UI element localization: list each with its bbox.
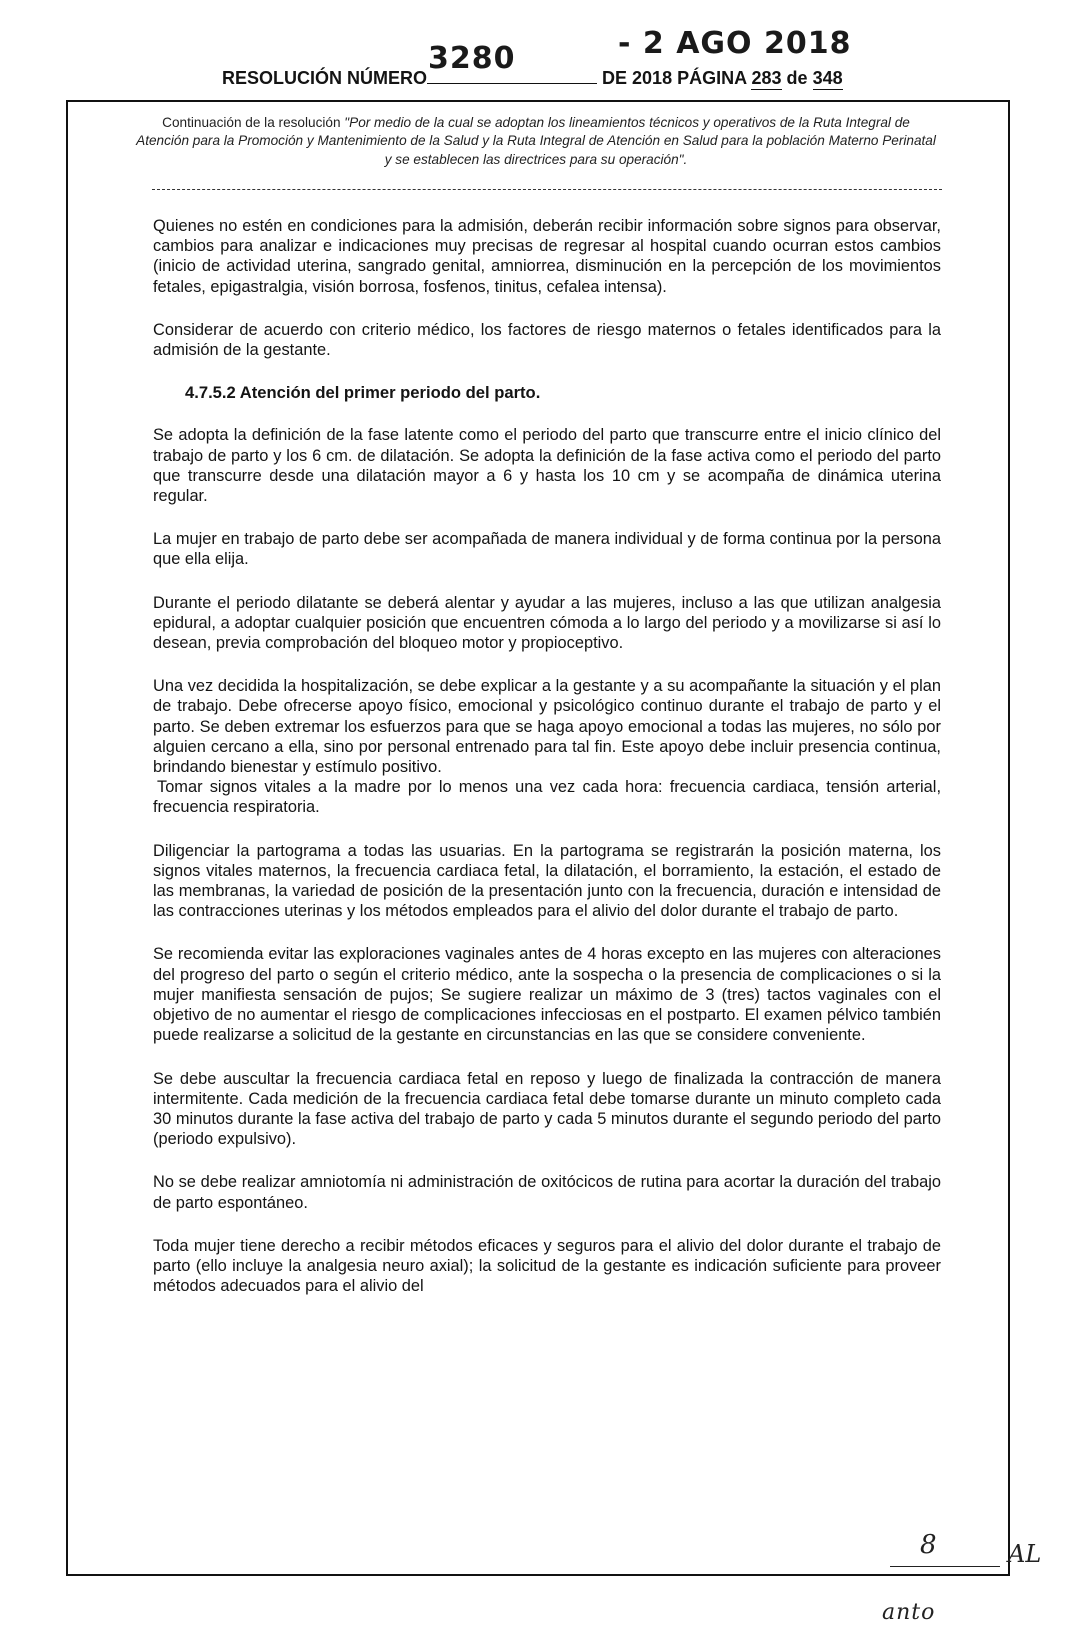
page-mark-underline — [890, 1566, 1000, 1567]
paragraph-vital-signs: Tomar signos vitales a la madre por lo menos una vez cada hora: frecuencia cardiaca, tensión arterial, frecuencia respiratoria. — [153, 778, 941, 817]
resolution-caption — [136, 114, 936, 169]
paragraph-hospitalization-support: Una vez decidida la hospitalización, se debe explicar a la gestante y a su acompañante la situación y el plan de trabajo. Debe ofrecerse apoyo físico, emocional y psicológico continuo durante el trabajo de parto y el parto. Se deben extremar los esfuerzos para que se haga apoyo emocional a todas las mujeres, no sólo por alguien cercano a ella, sino por personal entrenado para tal fin. Este apoyo debe incluir presencia continua, brindando bienestar y estímulo positivo. — [153, 677, 941, 777]
resolution-number-blank — [427, 69, 597, 84]
paragraph-partograma: Diligenciar la partograma a todas las usuarias. En la partograma se registrarán la posición materna, los signos vitales maternos, la frecuencia cardiaca fetal, la dilatación, el borramiento, la estación, el estado de las membranas, la variedad de posición de la presentación junto con la frecuencia, duración e intensidad de las contracciones uterinas y los métodos empleados para el alivio del dolor durante el trabajo de parto. — [153, 841, 941, 921]
paragraph-phase-definitions: Se adopta la definición de la fase latente como el periodo del parto que transcurre entre el inicio clínico del trabajo de parto y los 6 cm. de dilatación. Se adopta la definición de la fase activa como el periodo del parto que transcurre desde una dilatación mayor a 6 y hasta los 10 cm y se acompaña de dinámica uterina regular. — [153, 426, 941, 506]
page-number: 283 — [751, 68, 782, 88]
paragraph-vaginal-exams: Se recomienda evitar las exploraciones vaginales antes de 4 horas excepto en las mujeres con alteraciones del progreso del parto o según el criterio médico, ante la sospecha o la presencia de complicaciones o si la mujer manifiesta sensación de pujos; Se sugiere realizar un máximo de 3 (tres) tactos vaginales con el objetivo de no aumentar el riesgo de complicaciones infecciosas en el postparto. El examen pélvico también puede realizarse a solicitud de la gestante en circunstancias en las que se considere conveniente. — [153, 945, 941, 1045]
handwritten-initials: AL — [1008, 1540, 1042, 1568]
caption-title: "Por medio de la cual se adoptan los lineamientos técnicos y operativos de la Ruta Integral de Atención para la Promoción y Mantenimiento de la Salud y la Ruta Integral de Atención en Salud para la población Materno Perinatal y se establecen las directrices para su operación". — [136, 115, 936, 167]
document-body — [153, 216, 941, 1296]
paragraph-amniotomy: No se debe realizar amniotomía ni administración de oxitócicos de rutina para acortar la duración del trabajo de parto espontáneo. — [153, 1173, 941, 1212]
paragraph-fetal-heart-rate: Se debe auscultar la frecuencia cardiaca fetal en reposo y luego de finalizada la contracción de manera intermitente. Cada medición de la frecuencia cardiaca fetal debe tomarse durante un minuto completo cada 30 minutos durante la fase activa del trabajo de parto y cada 5 minutos durante el segundo periodo del parto (periodo expulsivo). — [153, 1069, 941, 1149]
handwritten-signature: anto — [882, 1600, 936, 1625]
paragraph-pain-relief: Toda mujer tiene derecho a recibir métodos eficaces y seguros para el alivio del dolor durante el trabajo de parto (ello incluye la analgesia neuro axial); la solicitud de la gestante es indicación suficiente para proveer métodos adecuados para el alivio del — [153, 1236, 941, 1296]
resolution-header — [222, 68, 843, 90]
page-of: de — [786, 68, 808, 88]
caption-divider — [152, 189, 942, 190]
paragraph-companion: La mujer en trabajo de parto debe ser acompañada de manera individual y de forma continua por la persona que ella elija. — [153, 530, 941, 569]
resolution-year: DE 2018 — [602, 68, 673, 88]
caption-lead: Continuación de la resolución — [162, 115, 341, 130]
paragraph-admission-info: Quienes no estén en condiciones para la admisión, deberán recibir información sobre signos para observar, cambios para analizar e indicaciones muy precisas de regresar al hospital cuando ocurran estos cambios (inicio de actividad uterina, sangrado genital, amniorrea, disminución en la percepción de los movimientos fetales, epigastralgia, visión borrosa, fosfenos, tinitus, cefalea intensa). — [153, 217, 941, 296]
handwritten-date: - 2 AGO 2018 — [618, 26, 852, 61]
resolution-label: RESOLUCIÓN NÚMERO — [222, 68, 428, 88]
section-heading: 4.7.5.2 Atención del primer periodo del parto. — [185, 383, 541, 403]
handwritten-resolution-number: 3280 — [428, 41, 516, 76]
page-label: PÁGINA — [677, 68, 747, 88]
paragraph-dilatation-period: Durante el periodo dilatante se deberá alentar y ayudar a las mujeres, incluso a las que utilizan analgesia epidural, a adoptar cualquier posición que encuentren cómoda a lo largo del periodo y a movilizarse si así lo desean, previa comprobación del bloqueo motor y propioceptivo. — [153, 593, 941, 653]
paragraph-risk-factors: Considerar de acuerdo con criterio médico, los factores de riesgo maternos o fetales identificados para la admisión de la gestante. — [153, 320, 941, 360]
handwritten-page-mark: 8 — [920, 1530, 937, 1560]
total-pages: 348 — [812, 68, 843, 88]
